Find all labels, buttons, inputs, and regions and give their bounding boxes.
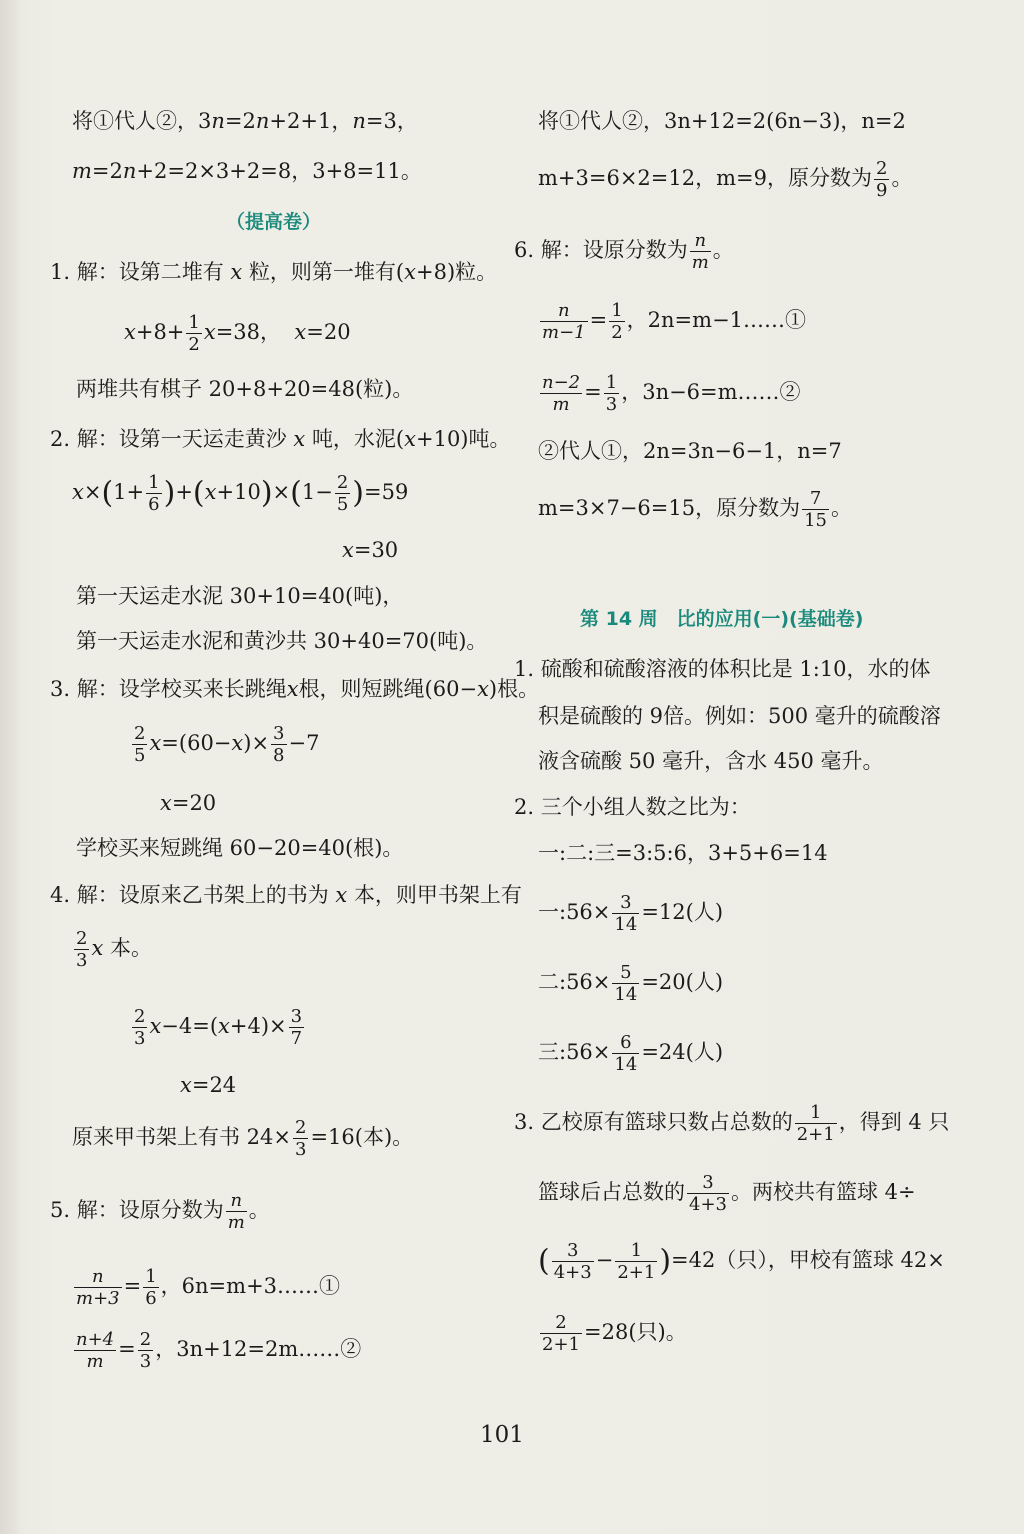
fraction: $\frac{2}{3}$	[134, 1006, 146, 1049]
q2-answer-1: 第一天运走水泥 30+10=40(吨)，	[76, 584, 404, 608]
fraction: $\frac{5}{14}$	[614, 962, 638, 1005]
fraction: $\frac{2}{3}$	[139, 1329, 152, 1372]
q4-statement-cont: $\frac{2}{3}$ x 本。	[76, 928, 152, 971]
q6-statement: 6. 解：设原分数为 $\frac{n}{m}$ 。	[514, 230, 734, 273]
q2-solution: x=30	[342, 538, 399, 562]
q4-equation: $\frac{2}{3}$ x−4=(x+4)× $\frac{3}{7}$	[134, 1006, 303, 1049]
q4-solution: x=24	[180, 1073, 237, 1097]
fraction: $\frac{2}{2+1}$	[542, 1312, 580, 1355]
q6-substitution: ②代人①，2n=3n−6−1，n=7	[538, 439, 842, 463]
q1-equation: x+8+ $\frac{1}{2}$ x=38， x=20	[124, 312, 351, 355]
fraction: $\frac{n}{m}$	[227, 1190, 245, 1233]
right-line-2: m+3=6×2=12，m=9，原分数为 $\frac{2}{9}$ 。	[538, 158, 913, 201]
fraction: $\frac{1}{3}$	[605, 372, 618, 415]
right-line-1: 将①代人②，3n+12=2(6n−3)，n=2	[538, 109, 906, 133]
q6-result: m=3×7−6=15，原分数为 $\frac{7}{15}$ 。	[538, 488, 853, 531]
p1-line-1: 1. 硫酸和硫酸溶液的体积比是 1:10，水的体	[514, 657, 931, 681]
fraction: $\frac{3}{4+3}$	[553, 1240, 592, 1283]
p2-group-2: 二:56× $\frac{5}{14}$ =20(人)	[538, 962, 724, 1005]
fraction: $\frac{2}{5}$	[134, 723, 146, 766]
p1-line-2: 积是硫酸的 9倍。例如：500 毫升的硫酸溶	[538, 704, 941, 728]
fraction: $\frac{2}{3}$	[76, 928, 88, 971]
q4-statement: 4. 解：设原来乙书架上的书为 x 本，则甲书架上有	[50, 883, 522, 907]
q5-statement: 5. 解：设原分数为 $\frac{n}{m}$ 。	[50, 1190, 270, 1233]
p2-line-2: 一:二:三=3:5:6，3+5+6=14	[538, 841, 828, 865]
p2-line-1: 2. 三个小组人数之比为：	[514, 795, 751, 819]
q2-equation: x×(1+ $\frac{1}{6}$ )+(x+10)×(1− $\frac{2}{5}$ )=59	[72, 472, 409, 515]
fraction: $\frac{n-2}{m}$	[542, 372, 581, 415]
q2-statement: 2. 解：设第一天运走黄沙 x 吨，水泥(x+10)吨。	[50, 427, 511, 451]
fraction: $\frac{3}{14}$	[614, 892, 638, 935]
fraction: $\frac{1}{2+1}$	[796, 1102, 835, 1145]
fraction: $\frac{6}{14}$	[614, 1032, 638, 1075]
fraction: $\frac{1}{2}$	[611, 300, 623, 343]
left-line-1: 将①代人②，3n=2n+2+1，n=3，	[72, 109, 418, 133]
fraction: $\frac{1}{2}$	[188, 312, 200, 355]
q3-answer: 学校买来短跳绳 60−20=40(根)。	[76, 836, 404, 860]
q2-answer-2: 第一天运走水泥和黄沙共 30+40=70(吨)。	[76, 629, 488, 653]
q6-relation-1: $\frac{n}{m-1}$ = $\frac{1}{2}$ ，2n=m−1……①	[542, 300, 807, 343]
page-number: 101	[480, 1422, 524, 1448]
fraction: $\frac{2}{3}$	[295, 1117, 307, 1160]
q3-equation: $\frac{2}{5}$ x=(60−x)× $\frac{3}{8}$ −7	[134, 723, 320, 766]
p3-line-3: ( $\frac{3}{4+3}$ − $\frac{1}{2+1}$ )=42（只），甲校有篮球 42×	[538, 1240, 945, 1283]
p1-line-3: 液含硫酸 50 毫升，含水 450 毫升。	[538, 749, 884, 773]
fraction: $\frac{3}{7}$	[290, 1006, 303, 1049]
q3-statement: 3. 解：设学校买来长跳绳x根，则短跳绳(60−x)根。	[50, 677, 540, 701]
fraction: $\frac{1}{2+1}$	[617, 1240, 656, 1283]
fraction: $\frac{3}{4+3}$	[689, 1172, 727, 1215]
q5-relation-2: $\frac{n+4}{m}$ = $\frac{2}{3}$ ，3n+12=2m……②	[76, 1329, 362, 1372]
q1-statement: 1. 解：设第二堆有 x 粒，则第一堆有(x+8)粒。	[50, 260, 498, 284]
fraction: $\frac{n}{m}$	[691, 230, 709, 273]
q4-answer: 原来甲书架上有书 24× $\frac{2}{3}$ =16(本)。	[72, 1117, 414, 1160]
q5-relation-1: $\frac{n}{m+3}$ = $\frac{1}{6}$ ，6n=m+3……①	[76, 1266, 341, 1309]
section-heading-advanced: （提高卷）	[226, 211, 322, 233]
fraction: $\frac{n}{m-1}$	[542, 300, 586, 343]
q3-solution: x=20	[160, 791, 217, 815]
q1-answer: 两堆共有棋子 20+8+20=48(粒)。	[76, 377, 414, 401]
fraction: $\frac{1}{6}$	[145, 1266, 157, 1309]
left-line-2: m=2n+2=2×3+2=8，3+8=11。	[72, 159, 422, 183]
fraction: $\frac{n+4}{m}$	[76, 1329, 115, 1372]
p3-line-1: 3. 乙校原有篮球只数占总数的 $\frac{1}{2+1}$ ，得到 4 只	[514, 1102, 950, 1145]
fraction: $\frac{2}{5}$	[336, 472, 349, 515]
p2-group-3: 三:56× $\frac{6}{14}$ =24(人)	[538, 1032, 724, 1075]
p2-group-1: 一:56× $\frac{3}{14}$ =12(人)	[538, 892, 724, 935]
p3-line-2: 篮球后占总数的 $\frac{3}{4+3}$ 。两校共有篮球 4÷	[538, 1172, 916, 1215]
q6-relation-2: $\frac{n-2}{m}$ = $\frac{1}{3}$ ，3n−6=m……②	[542, 372, 801, 415]
fraction: $\frac{n}{m+3}$	[76, 1266, 120, 1309]
fraction: $\frac{2}{9}$	[875, 158, 888, 201]
fraction: $\frac{3}{8}$	[273, 723, 285, 766]
fraction: $\frac{7}{15}$	[804, 488, 828, 531]
fraction: $\frac{1}{6}$	[148, 472, 160, 515]
section-heading-week14: 第 14 周 比的应用(一)(基础卷)	[580, 608, 864, 630]
p3-line-4: $\frac{2}{2+1}$ =28(只)。	[542, 1312, 687, 1355]
